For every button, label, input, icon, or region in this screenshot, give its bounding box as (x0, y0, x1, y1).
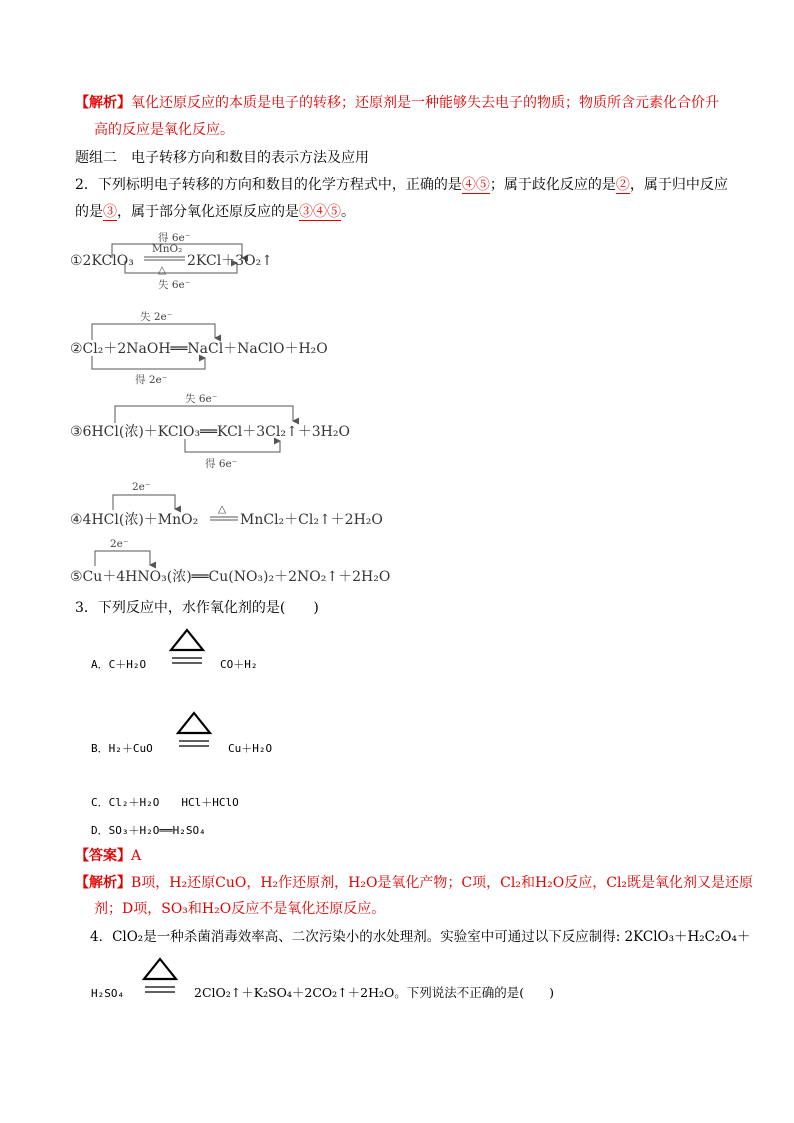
q2-answer-comproportionation: ③ (103, 204, 117, 220)
q2-text: 的是 (75, 204, 103, 220)
triangle-icon (171, 630, 203, 650)
eq5-bracket (95, 551, 150, 566)
eq1-loss-label: 失 6e⁻ (158, 279, 191, 291)
q4-stem-line1: 4．ClO₂是一种杀菌消毒效率高、二次污染小的水处理剂。实验室中可通过以下反应制得: 2KClO₃＋H₂C₂O₄＋ (90, 929, 751, 945)
q4-stem-line2-right: 2ClO₂↑＋K₂SO₄＋2CO₂↑＋2H₂O。下列说法不正确的是( ) (194, 985, 555, 1000)
q3-option-b-left: B．H₂＋CuO (91, 742, 153, 755)
group-title: 题组二 电子转移方向和数目的表示方法及应用 (75, 150, 369, 166)
eq1-lhs: ①2KClO₃ (70, 253, 134, 269)
eq4-heat: △ (218, 503, 227, 515)
q2-text: ；属于歧化反应的是 (489, 177, 616, 193)
analysis-tag: 【解析】 (75, 95, 131, 111)
eq1-gain-label: 得 6e⁻ (158, 232, 191, 244)
eq1-rhs: 2KCl＋3O₂↑ (187, 253, 273, 269)
eq3-loss-bracket (115, 406, 293, 423)
q2-text: ，属于部分氧化还原反应的是 (117, 204, 299, 220)
eq4-lhs: ④4HCl(浓)＋MnO₂ (70, 512, 199, 528)
eq1-heat: △ (158, 264, 167, 276)
eq4-bracket (113, 495, 175, 510)
eq4-rhs: MnCl₂＋Cl₂↑＋2H₂O (240, 512, 383, 528)
eq4-transfer-label: 2e⁻ (132, 481, 151, 493)
q2-answer-partial: ③④⑤ (299, 204, 341, 220)
q3-option-c: C．Cl₂＋H₂O HCl＋HClO (91, 796, 239, 809)
triangle-icon (144, 959, 176, 979)
heat-triangle-a (167, 627, 207, 667)
analysis-tag: 【解析】 (75, 875, 131, 891)
q3-answer (75, 846, 141, 866)
q3-option-d: D．SO₃＋H₂O══H₂SO₄ (91, 824, 206, 837)
q2-text: 2．下列标明电子转移的方向和数目的化学方程式中，正确的是 (75, 177, 462, 193)
eq3-gain-bracket (185, 439, 280, 452)
eq2-gain-bracket (92, 356, 205, 369)
q4-stem-line2-left: H₂SO₄ (91, 987, 125, 1000)
q2-text: 。 (341, 204, 355, 220)
heat-triangle-b (174, 710, 214, 750)
q1-analysis-line1 (75, 93, 719, 113)
q2-stem-line2 (75, 202, 355, 222)
analysis-text: 氧化还原反应的本质是电子的转移；还原剂是一种能够失去电子的物质；物质所含元素化合价升 (131, 95, 719, 111)
eq2-loss-bracket (92, 324, 215, 340)
eq3-loss-label: 失 6e⁻ (185, 393, 218, 405)
q3-stem: 3．下列反应中，水作氧化剂的是( ) (75, 600, 319, 616)
q3-option-a-right: CO＋H₂ (220, 658, 258, 671)
q2-stem-line1 (75, 175, 728, 195)
eq2-text: ②Cl₂＋2NaOH══NaCl＋NaClO＋H₂O (70, 341, 328, 357)
q3-analysis-line1 (75, 873, 753, 893)
answer-value: A (131, 848, 142, 864)
triangle-icon (178, 713, 210, 733)
eq3-gain-label: 得 6e⁻ (205, 458, 238, 470)
eq3-text: ③6HCl(浓)＋KClO₃══KCl＋3Cl₂↑＋3H₂O (70, 424, 350, 440)
eq5-transfer-label: 2e⁻ (110, 538, 129, 550)
eq5-text: ⑤Cu＋4HNO₃(浓)══Cu(NO₃)₂＋2NO₂↑＋2H₂O (70, 569, 391, 585)
q2-answer-disproportionation: ② (615, 177, 630, 193)
q3-analysis-line2: 剂；D项，SO₃和H₂O反应不是氧化还原反应。 (94, 901, 386, 917)
electron-transfer-figure (70, 228, 450, 588)
eq2-gain-label: 得 2e⁻ (135, 374, 168, 386)
q3-option-a-left: A．C＋H₂O (91, 658, 147, 671)
q3-option-b-right: Cu＋H₂O (228, 742, 273, 755)
analysis-text: B项，H₂还原CuO，H₂作还原剂，H₂O是氧化产物；C项，Cl₂和H₂O反应，Cl₂既是氧化剂又是还原 (131, 875, 754, 891)
heat-triangle-q4 (140, 956, 180, 996)
eq2-loss-label: 失 2e⁻ (140, 311, 173, 323)
q1-analysis-line2: 高的反应是氧化反应。 (94, 122, 234, 138)
q2-answer-correct: ④⑤ (461, 177, 490, 193)
eq1-catalyst: MnO₂ (152, 243, 183, 255)
answer-tag: 【答案】 (75, 848, 131, 864)
q2-text: ，属于归中反应 (629, 177, 728, 193)
